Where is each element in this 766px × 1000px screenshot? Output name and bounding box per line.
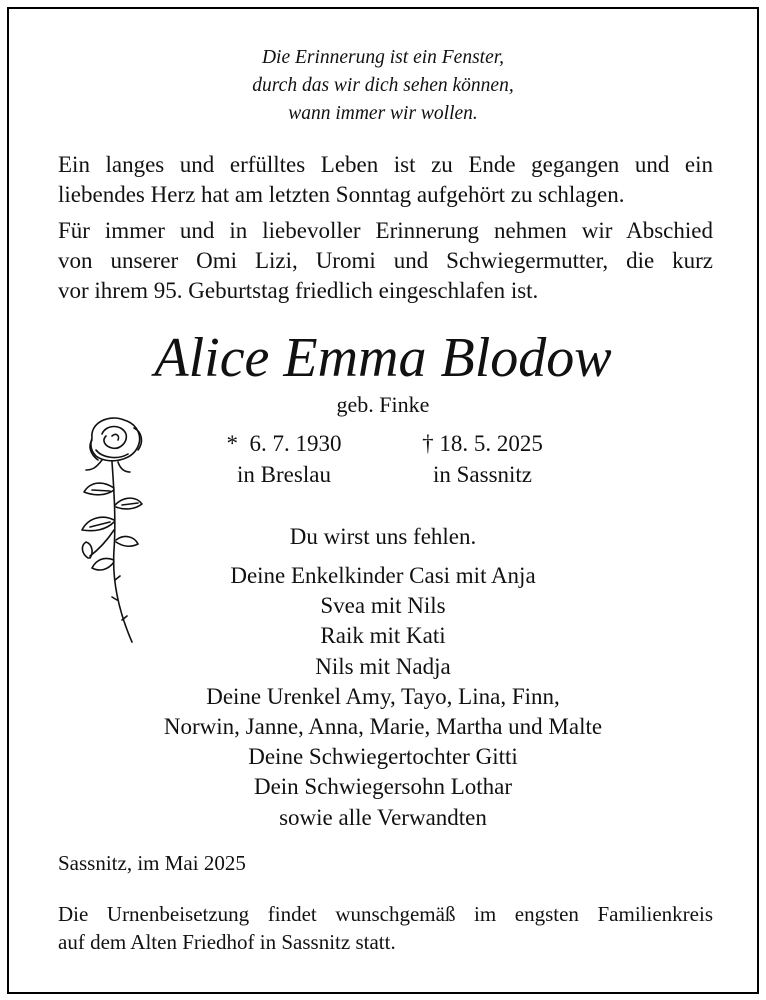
family-line: Deine Schwiegertochter Gitti [248,744,518,770]
death-place: in Sassnitz [432,462,533,487]
family-line: Raik mit Kati [320,623,446,649]
maiden-name: geb. Finke [336,392,430,417]
deceased-name: Alice Emma Blodow [154,327,612,389]
family-line: Deine Urenkel Amy, Tayo, Lina, Finn, [206,683,560,709]
family-line: Norwin, Janne, Anna, Marie, Martha und Malte [163,713,603,739]
death-date: † 18. 5. 2025 [422,431,543,456]
intro-line: Ein langes und erfülltes Leben ist zu Ende gegangen und ein [58,152,713,177]
intro-line: vor ihrem 95. Geburtstag friedlich eingeschlafen ist. [58,278,539,303]
family-line: Nils mit Nadja [315,653,451,679]
quote-line: Die Erinnerung ist ein Fenster, [261,47,505,68]
death-info [395,428,570,490]
quote-line: durch das wir dich sehen können, [252,75,514,96]
intro-line: Für immer und in liebevoller Erinnerung nehmen wir Abschied [58,218,713,243]
quote-line: wann immer wir wollen. [288,103,478,124]
burial-note [58,900,713,956]
intro-line: von unserer Omi Lizi, Uromi und Schwiegermutter, die kurz [58,248,713,273]
birth-place: in Breslau [237,462,331,487]
family-line: Deine Enkelkinder Casi mit Anja [230,563,536,588]
memorial-quote [0,44,766,128]
family-line: sowie alle Verwandten [279,804,487,830]
family-line: Dein Schwiegersohn Lothar [253,774,513,800]
burial-line: auf dem Alten Friedhof in Sassnitz statt. [58,930,396,954]
place-date: Sassnitz, im Mai 2025 [58,851,246,875]
intro-line: liebendes Herz hat am letzten Sonntag aufgehört zu schlagen. [58,182,625,207]
burial-line: Die Urnenbeisetzung findet wunschgemäß im engsten Familienkreis [58,902,713,926]
family-list [0,561,766,833]
family-line: Svea mit Nils [320,593,446,619]
birth-info [200,428,368,490]
intro-paragraph-1 [58,150,713,210]
farewell-line: Du wirst uns fehlen. [289,524,477,549]
birth-date: * 6. 7. 1930 [226,431,342,456]
intro-paragraph-2 [58,216,713,306]
